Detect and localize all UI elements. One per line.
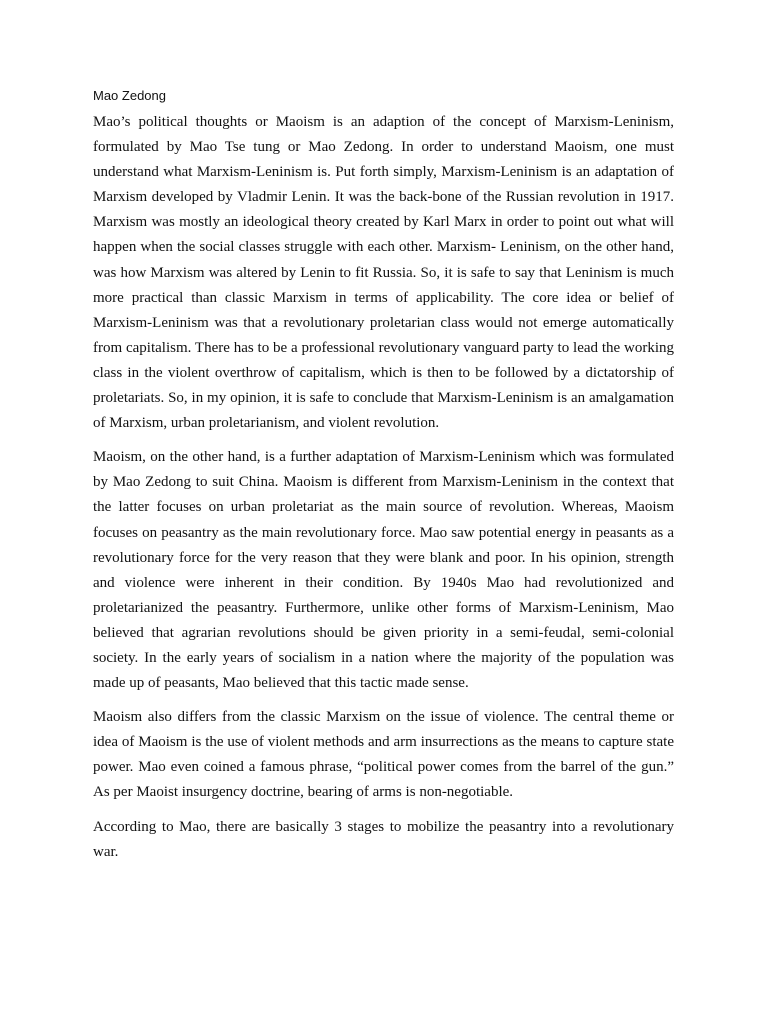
document-page — [93, 86, 674, 874]
paragraph-maoism-peasantry: Maoism, on the other hand, is a further adaptation of Marxism-Leninism which was formulated by Mao Zedong to suit China. Maoism is different from Marxism-Leninism in the context that the latter focuses on urban proletariat as the main source of revolution. Whereas, Maoism focuses on peasantry as the main revolutionary force. Mao saw potential energy in peasants as a revolutionary force for the very reason that they were blank and poor. In his opinion, strength and violence were inherent in their condition. By 1940s Mao had revolutionized and proletarianized the peasantry. Furthermore, unlike other forms of Marxism-Leninism, Mao believed that agrarian revolutions should be given priority in a semi-feudal, semi-colonial society. In the early years of socialism in a nation where the majority of the population was made up of peasants, Mao believed that this tactic made sense. — [93, 449, 674, 692]
paragraph-marxism-leninism: Mao’s political thoughts or Maoism is an adaption of the concept of Marxism-Leninism, formulated by Mao Tse tung or Mao Zedong. In order to understand Maoism, one must understand what Marxism-Leninism is. Put forth simply, Marxism-Leninism is an adaptation of Marxism developed by Vladmir Lenin. It was the back-bone of the Russian revolution in 1917. Marxism was mostly an ideological theory created by Karl Marx in order to point out what will happen when the social classes struggle with each other. Marxism- Leninism, on the other hand, was how Marxism was altered by Lenin to fit Russia. So, it is safe to say that Leninism is much more practical than classic Marxism in terms of applicability. The core idea or belief of Marxism-Leninism was that a revolutionary proletarian class would not emerge automatically from capitalism. There has to be a professional revolutionary vanguard party to lead the working class in the violent overthrow of capitalism, which is then to be followed by a dictatorship of proletariats. So, in my opinion, it is safe to conclude that Marxism-Leninism is an amalgamation of Marxism, urban proletarianism, and violent revolution. — [93, 114, 674, 432]
paragraph-three-stages: According to Mao, there are basically 3 stages to mobilize the peasantry into a revolutionary war. — [93, 818, 674, 860]
document-heading: Mao Zedong — [93, 88, 166, 103]
paragraph-maoism-violence: Maoism also differs from the classic Marxism on the issue of violence. The central theme or idea of Maoism is the use of violent methods and arm insurrections as the means to capture state power. Mao even coined a famous phrase, “political power comes from the barrel of the gun.” As per Maoist insurgency doctrine, bearing of arms is non-negotiable. — [93, 709, 674, 801]
